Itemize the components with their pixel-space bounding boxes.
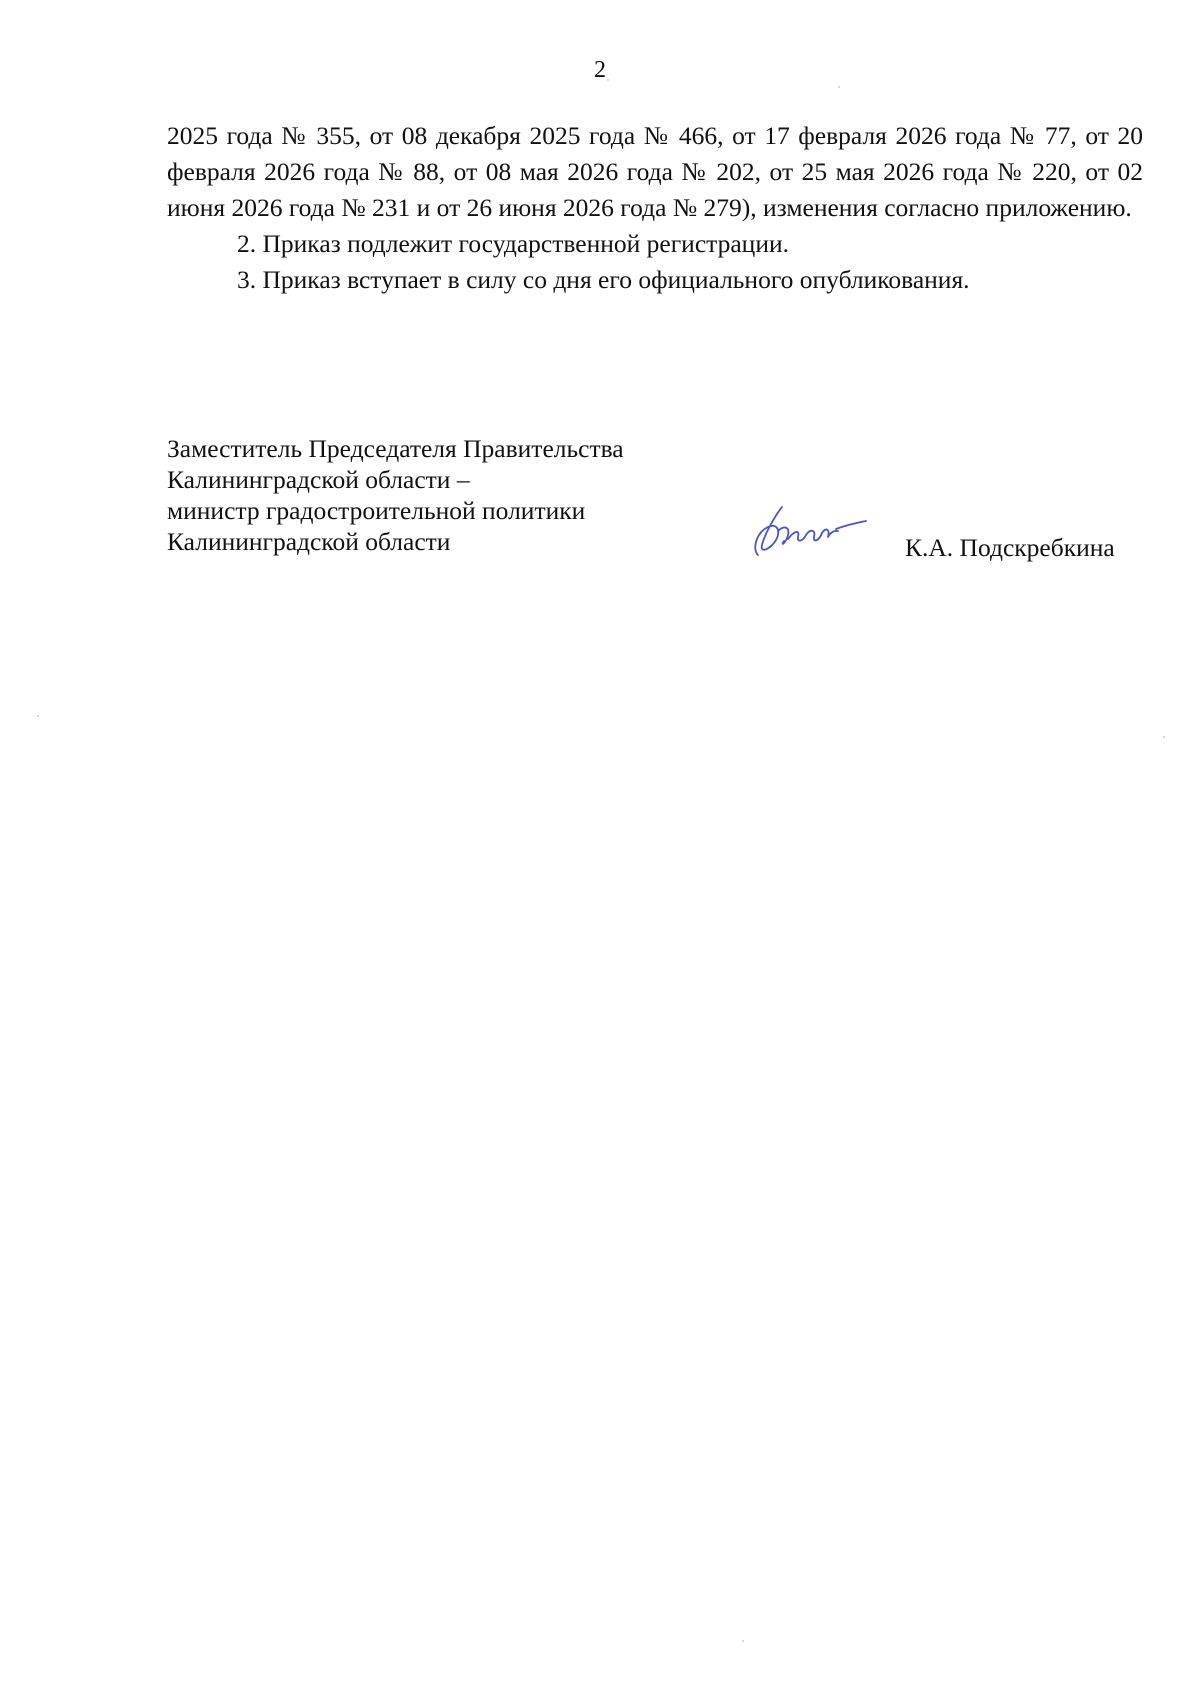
- signer-name: К.А. Подскребкина: [905, 533, 1115, 562]
- position-line: министр градостроительной политики: [167, 496, 586, 525]
- position-line: Заместитель Председателя Правительства: [167, 434, 624, 463]
- position-line: Калининградской области –: [167, 465, 470, 494]
- position-line: Калининградской области: [167, 527, 451, 556]
- scan-speck: [607, 79, 609, 81]
- document-body: [167, 118, 1143, 298]
- scan-speck: [1163, 736, 1165, 738]
- page-number: 2: [594, 57, 606, 83]
- paragraph-continuation: 2025 года № 355, от 08 декабря 2025 года № 466, от 17 февраля 2026 года № 77, от 20 февраля 2026 года № 88, от 08 мая 2026 года № 202, от 25 мая 2026 года № 220, от 02 июня 2026 года № 231 и от 26 июня 2026 года № 279), изменения согласно приложению.: [167, 121, 1143, 222]
- scan-speck: [838, 86, 840, 88]
- scan-speck: [742, 1640, 744, 1642]
- scan-speck: [37, 715, 39, 717]
- clause-3: 3. Приказ вступает в силу со дня его официального опубликования.: [237, 265, 970, 294]
- handwritten-signature: [748, 503, 868, 563]
- signatory-position: [167, 433, 727, 557]
- clause-2: 2. Приказ подлежит государственной регистрации.: [237, 229, 789, 258]
